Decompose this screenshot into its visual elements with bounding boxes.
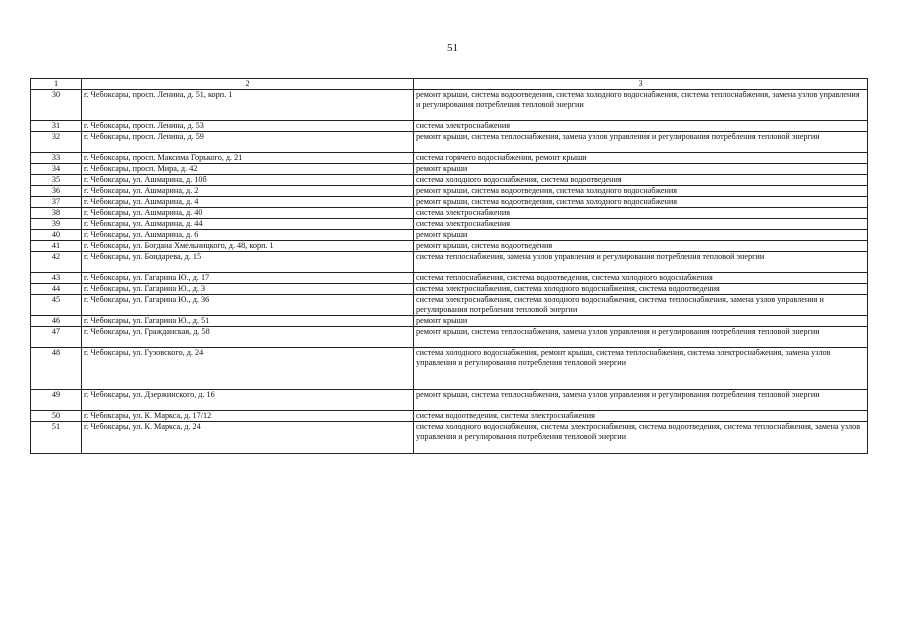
row-address: г. Чебоксары, ул. Дзержинского, д. 16: [82, 390, 414, 411]
row-number: 30: [31, 90, 82, 121]
row-number: 41: [31, 241, 82, 252]
works-table: [30, 78, 868, 454]
row-number: 51: [31, 422, 82, 454]
row-works: ремонт крыши, система теплоснабжения, замена узлов управления и регулирования потребления тепловой энергии: [414, 327, 868, 348]
row-address: г. Чебоксары, ул. Гагарина Ю., д. 51: [82, 316, 414, 327]
row-address: г. Чебоксары, ул. К. Маркса, д. 24: [82, 422, 414, 454]
table-row: [31, 153, 868, 164]
row-works: ремонт крыши, система теплоснабжения, замена узлов управления и регулирования потребления тепловой энергии: [414, 390, 868, 411]
column-header-1: 1: [31, 79, 82, 90]
table-row: [31, 422, 868, 454]
row-number: 45: [31, 295, 82, 316]
row-address: г. Чебоксары, ул. Гражданская, д. 58: [82, 327, 414, 348]
row-works: ремонт крыши, система водоотведения, система холодного водоснабжения: [414, 186, 868, 197]
page-number: 51: [447, 42, 458, 54]
row-works: ремонт крыши: [414, 230, 868, 241]
row-number: 48: [31, 348, 82, 390]
row-works: система теплоснабжения, замена узлов управления и регулирования потребления тепловой энергии: [414, 252, 868, 273]
row-number: 38: [31, 208, 82, 219]
table-row: [31, 411, 868, 422]
row-works: ремонт крыши, система водоотведения, система холодного водоснабжения, система теплоснабжения, замена узлов управления и регулирования потребления тепловой энергии: [414, 90, 868, 121]
table-row: [31, 197, 868, 208]
row-number: 35: [31, 175, 82, 186]
row-address: г. Чебоксары, просп. Максима Горького, д. 21: [82, 153, 414, 164]
row-number: 50: [31, 411, 82, 422]
row-number: 37: [31, 197, 82, 208]
row-works: ремонт крыши, система теплоснабжения, замена узлов управления и регулирования потребления тепловой энергии: [414, 132, 868, 153]
table-row: [31, 252, 868, 273]
row-number: 39: [31, 219, 82, 230]
row-number: 31: [31, 121, 82, 132]
table-row: [31, 90, 868, 121]
row-works: ремонт крыши, система водоотведения, система холодного водоснабжения: [414, 197, 868, 208]
row-number: 44: [31, 284, 82, 295]
row-number: 40: [31, 230, 82, 241]
table-row: [31, 164, 868, 175]
row-works: система электроснабжения: [414, 121, 868, 132]
row-number: 33: [31, 153, 82, 164]
row-number: 46: [31, 316, 82, 327]
row-address: г. Чебоксары, ул. Гагарина Ю., д. 36: [82, 295, 414, 316]
table-row: [31, 316, 868, 327]
row-works: система горячего водоснабжения, ремонт крыши: [414, 153, 868, 164]
row-works: ремонт крыши: [414, 316, 868, 327]
table-row: [31, 241, 868, 252]
table-row: [31, 284, 868, 295]
row-address: г. Чебоксары, ул. Ашмарина, д. 40: [82, 208, 414, 219]
table-row: [31, 273, 868, 284]
row-address: г. Чебоксары, просп. Ленина, д. 53: [82, 121, 414, 132]
table-row: [31, 132, 868, 153]
row-number: 42: [31, 252, 82, 273]
row-works: система электроснабжения, система холодного водоснабжения, система водоотведения: [414, 284, 868, 295]
row-address: г. Чебоксары, ул. Богдана Хмельницкого, д. 48, корп. 1: [82, 241, 414, 252]
row-address: г. Чебоксары, ул. Ашмарина, д. 44: [82, 219, 414, 230]
table-row: [31, 175, 868, 186]
table-row: [31, 327, 868, 348]
row-address: г. Чебоксары, ул. Ашмарина, д. 2: [82, 186, 414, 197]
row-works: система холодного водоснабжения, система водоотведения: [414, 175, 868, 186]
table-row: [31, 390, 868, 411]
row-number: 32: [31, 132, 82, 153]
row-address: г. Чебоксары, ул. Ашмарина, д. 4: [82, 197, 414, 208]
row-number: 43: [31, 273, 82, 284]
table-row: [31, 348, 868, 390]
row-address: г. Чебоксары, просп. Ленина, д. 59: [82, 132, 414, 153]
column-header-3: 3: [414, 79, 868, 90]
row-address: г. Чебоксары, ул. К. Маркса, д. 17/12: [82, 411, 414, 422]
row-number: 49: [31, 390, 82, 411]
row-works: система холодного водоснабжения, система электроснабжения, система водоотведения, система теплоснабжения, замена узлов управления и регулирования потребления тепловой энергии: [414, 422, 868, 454]
column-header-2: 2: [82, 79, 414, 90]
table-row: [31, 186, 868, 197]
row-number: 47: [31, 327, 82, 348]
row-address: г. Чебоксары, ул. Ашмарина, д. 6: [82, 230, 414, 241]
row-address: г. Чебоксары, просп. Мира, д. 42: [82, 164, 414, 175]
row-works: ремонт крыши, система водоотведения: [414, 241, 868, 252]
row-works: система холодного водоснабжения, ремонт крыши, система теплоснабжения, система электроснабжения, замена узлов управления и регулирования потребления тепловой энергии: [414, 348, 868, 390]
table-row: [31, 219, 868, 230]
row-works: система электроснабжения: [414, 208, 868, 219]
row-works: система теплоснабжения, система водоотведения, система холодного водоснабжения: [414, 273, 868, 284]
row-number: 34: [31, 164, 82, 175]
table-header-row: [31, 79, 868, 90]
row-address: г. Чебоксары, просп. Ленина, д. 51, корп. 1: [82, 90, 414, 121]
row-address: г. Чебоксары, ул. Гагарина Ю., д. 3: [82, 284, 414, 295]
table-row: [31, 295, 868, 316]
row-address: г. Чебоксары, ул. Гагарина Ю., д. 17: [82, 273, 414, 284]
row-works: система водоотведения, система электроснабжения: [414, 411, 868, 422]
row-works: система электроснабжения, система холодного водоснабжения, система теплоснабжения, замена узлов управления и регулирования потребления тепловой энергии: [414, 295, 868, 316]
table-row: [31, 121, 868, 132]
row-works: система электроснабжения: [414, 219, 868, 230]
row-address: г. Чебоксары, ул. Гузовского, д. 24: [82, 348, 414, 390]
table-row: [31, 230, 868, 241]
row-works: ремонт крыши: [414, 164, 868, 175]
row-address: г. Чебоксары, ул. Бондарева, д. 15: [82, 252, 414, 273]
table-row: [31, 208, 868, 219]
row-number: 36: [31, 186, 82, 197]
row-address: г. Чебоксары, ул. Ашмарина, д. 10б: [82, 175, 414, 186]
